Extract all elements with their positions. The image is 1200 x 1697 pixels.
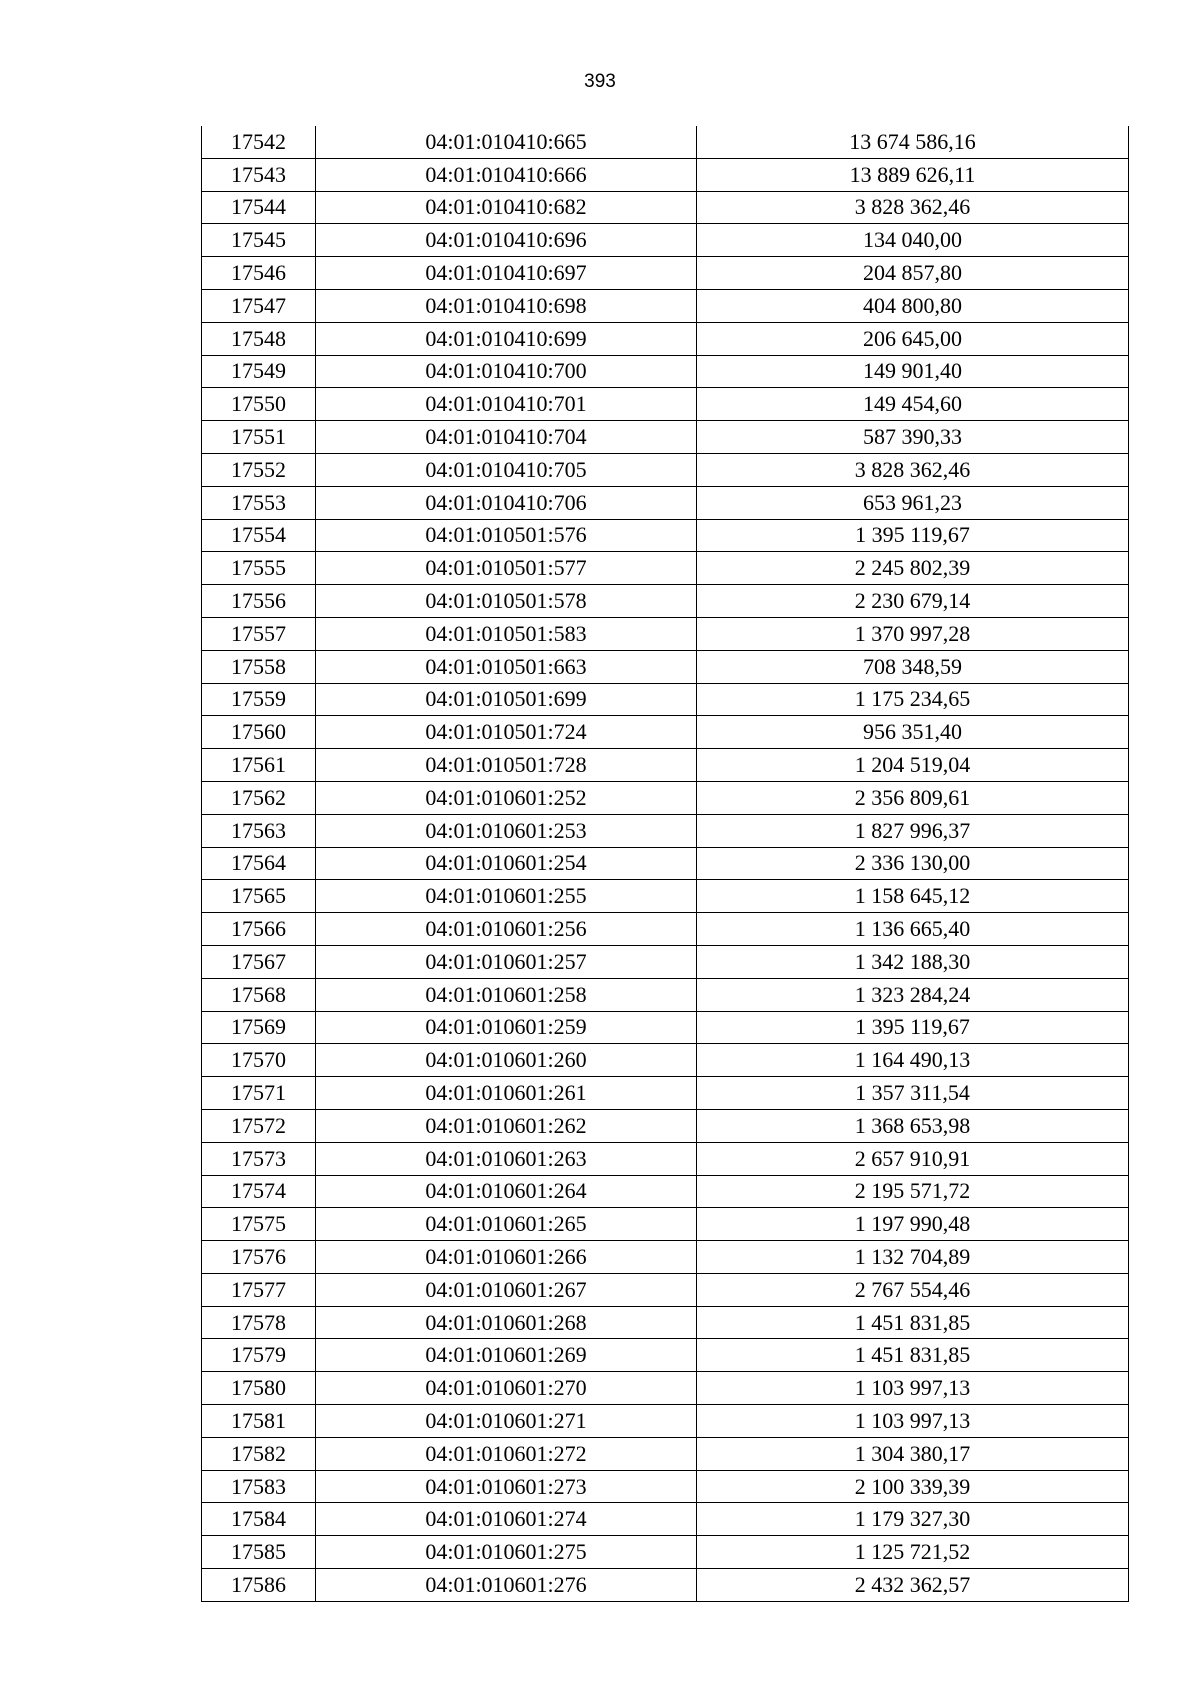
cadastral-number-cell: 04:01:010501:724	[316, 716, 697, 749]
row-number-cell: 17572	[202, 1109, 316, 1142]
value-cell: 1 164 490,13	[697, 1044, 1129, 1077]
value-cell: 956 351,40	[697, 716, 1129, 749]
cadastral-number-cell: 04:01:010601:263	[316, 1142, 697, 1175]
row-number-cell: 17556	[202, 585, 316, 618]
row-number-cell: 17582	[202, 1437, 316, 1470]
row-number-cell: 17555	[202, 552, 316, 585]
cadastral-table-container	[201, 126, 1128, 1602]
table-row	[202, 749, 1129, 782]
table-row	[202, 847, 1129, 880]
table-row	[202, 552, 1129, 585]
row-number-cell: 17581	[202, 1405, 316, 1438]
row-number-cell: 17564	[202, 847, 316, 880]
cadastral-number-cell: 04:01:010601:265	[316, 1208, 697, 1241]
value-cell: 206 645,00	[697, 322, 1129, 355]
value-cell: 1 136 665,40	[697, 913, 1129, 946]
row-number-cell: 17544	[202, 191, 316, 224]
table-row	[202, 1306, 1129, 1339]
table-row	[202, 453, 1129, 486]
row-number-cell: 17567	[202, 945, 316, 978]
value-cell: 2 767 554,46	[697, 1273, 1129, 1306]
row-number-cell: 17546	[202, 257, 316, 290]
cadastral-number-cell: 04:01:010501:728	[316, 749, 697, 782]
cadastral-number-cell: 04:01:010410:682	[316, 191, 697, 224]
row-number-cell: 17559	[202, 683, 316, 716]
value-cell: 2 657 910,91	[697, 1142, 1129, 1175]
value-cell: 149 454,60	[697, 388, 1129, 421]
table-row	[202, 1109, 1129, 1142]
cadastral-number-cell: 04:01:010601:261	[316, 1077, 697, 1110]
row-number-cell: 17549	[202, 355, 316, 388]
row-number-cell: 17570	[202, 1044, 316, 1077]
cadastral-number-cell: 04:01:010501:576	[316, 519, 697, 552]
cadastral-number-cell: 04:01:010601:271	[316, 1405, 697, 1438]
table-row	[202, 1077, 1129, 1110]
value-cell: 1 197 990,48	[697, 1208, 1129, 1241]
row-number-cell: 17566	[202, 913, 316, 946]
cadastral-number-cell: 04:01:010601:272	[316, 1437, 697, 1470]
table-row	[202, 617, 1129, 650]
cadastral-number-cell: 04:01:010410:700	[316, 355, 697, 388]
value-cell: 2 432 362,57	[697, 1569, 1129, 1602]
value-cell: 1 103 997,13	[697, 1372, 1129, 1405]
value-cell: 1 357 311,54	[697, 1077, 1129, 1110]
cadastral-number-cell: 04:01:010501:578	[316, 585, 697, 618]
cadastral-number-cell: 04:01:010601:267	[316, 1273, 697, 1306]
cadastral-number-cell: 04:01:010601:275	[316, 1536, 697, 1569]
table-row	[202, 978, 1129, 1011]
table-row	[202, 1339, 1129, 1372]
row-number-cell: 17545	[202, 224, 316, 257]
table-row	[202, 126, 1129, 158]
cadastral-number-cell: 04:01:010410:698	[316, 289, 697, 322]
table-row	[202, 1273, 1129, 1306]
value-cell: 1 132 704,89	[697, 1241, 1129, 1274]
row-number-cell: 17584	[202, 1503, 316, 1536]
value-cell: 1 451 831,85	[697, 1306, 1129, 1339]
value-cell: 404 800,80	[697, 289, 1129, 322]
row-number-cell: 17563	[202, 814, 316, 847]
value-cell: 2 245 802,39	[697, 552, 1129, 585]
value-cell: 3 828 362,46	[697, 191, 1129, 224]
cadastral-number-cell: 04:01:010501:583	[316, 617, 697, 650]
table-row	[202, 1011, 1129, 1044]
value-cell: 1 368 653,98	[697, 1109, 1129, 1142]
cadastral-number-cell: 04:01:010501:663	[316, 650, 697, 683]
cadastral-number-cell: 04:01:010410:704	[316, 421, 697, 454]
cadastral-number-cell: 04:01:010410:665	[316, 126, 697, 158]
value-cell: 1 827 996,37	[697, 814, 1129, 847]
cadastral-number-cell: 04:01:010601:273	[316, 1470, 697, 1503]
cadastral-number-cell: 04:01:010601:269	[316, 1339, 697, 1372]
row-number-cell: 17586	[202, 1569, 316, 1602]
value-cell: 2 100 339,39	[697, 1470, 1129, 1503]
row-number-cell: 17557	[202, 617, 316, 650]
cadastral-number-cell: 04:01:010601:262	[316, 1109, 697, 1142]
cadastral-number-cell: 04:01:010601:276	[316, 1569, 697, 1602]
table-row	[202, 880, 1129, 913]
cadastral-number-cell: 04:01:010501:699	[316, 683, 697, 716]
table-row	[202, 1241, 1129, 1274]
row-number-cell: 17542	[202, 126, 316, 158]
value-cell: 1 158 645,12	[697, 880, 1129, 913]
table-row	[202, 1372, 1129, 1405]
cadastral-number-cell: 04:01:010410:699	[316, 322, 697, 355]
value-cell: 1 451 831,85	[697, 1339, 1129, 1372]
row-number-cell: 17577	[202, 1273, 316, 1306]
table-row	[202, 1405, 1129, 1438]
cadastral-number-cell: 04:01:010601:260	[316, 1044, 697, 1077]
table-row	[202, 781, 1129, 814]
value-cell: 1 323 284,24	[697, 978, 1129, 1011]
value-cell: 708 348,59	[697, 650, 1129, 683]
cadastral-number-cell: 04:01:010410:705	[316, 453, 697, 486]
row-number-cell: 17578	[202, 1306, 316, 1339]
row-number-cell: 17543	[202, 158, 316, 191]
table-row	[202, 355, 1129, 388]
table-row	[202, 1044, 1129, 1077]
row-number-cell: 17562	[202, 781, 316, 814]
row-number-cell: 17576	[202, 1241, 316, 1274]
cadastral-number-cell: 04:01:010410:666	[316, 158, 697, 191]
table-row	[202, 1536, 1129, 1569]
table-row	[202, 486, 1129, 519]
table-row	[202, 913, 1129, 946]
cadastral-number-cell: 04:01:010601:256	[316, 913, 697, 946]
table-row	[202, 224, 1129, 257]
value-cell: 1 175 234,65	[697, 683, 1129, 716]
cadastral-number-cell: 04:01:010601:254	[316, 847, 697, 880]
table-row	[202, 1175, 1129, 1208]
row-number-cell: 17568	[202, 978, 316, 1011]
cadastral-number-cell: 04:01:010601:274	[316, 1503, 697, 1536]
cadastral-number-cell: 04:01:010601:257	[316, 945, 697, 978]
value-cell: 149 901,40	[697, 355, 1129, 388]
table-row	[202, 585, 1129, 618]
row-number-cell: 17560	[202, 716, 316, 749]
value-cell: 1 304 380,17	[697, 1437, 1129, 1470]
row-number-cell: 17553	[202, 486, 316, 519]
table-row	[202, 421, 1129, 454]
cadastral-number-cell: 04:01:010410:697	[316, 257, 697, 290]
cadastral-number-cell: 04:01:010601:259	[316, 1011, 697, 1044]
value-cell: 2 356 809,61	[697, 781, 1129, 814]
table-row	[202, 1142, 1129, 1175]
row-number-cell: 17573	[202, 1142, 316, 1175]
table-row	[202, 716, 1129, 749]
table-row	[202, 1470, 1129, 1503]
value-cell: 204 857,80	[697, 257, 1129, 290]
cadastral-number-cell: 04:01:010601:253	[316, 814, 697, 847]
table-row	[202, 1208, 1129, 1241]
value-cell: 1 103 997,13	[697, 1405, 1129, 1438]
cadastral-number-cell: 04:01:010601:252	[316, 781, 697, 814]
cadastral-number-cell: 04:01:010601:255	[316, 880, 697, 913]
cadastral-table	[201, 126, 1129, 1602]
table-row	[202, 191, 1129, 224]
row-number-cell: 17574	[202, 1175, 316, 1208]
table-row	[202, 945, 1129, 978]
row-number-cell: 17547	[202, 289, 316, 322]
row-number-cell: 17575	[202, 1208, 316, 1241]
value-cell: 1 395 119,67	[697, 519, 1129, 552]
value-cell: 1 179 327,30	[697, 1503, 1129, 1536]
value-cell: 1 125 721,52	[697, 1536, 1129, 1569]
value-cell: 13 674 586,16	[697, 126, 1129, 158]
row-number-cell: 17565	[202, 880, 316, 913]
table-row	[202, 158, 1129, 191]
value-cell: 1 204 519,04	[697, 749, 1129, 782]
row-number-cell: 17571	[202, 1077, 316, 1110]
value-cell: 2 336 130,00	[697, 847, 1129, 880]
value-cell: 653 961,23	[697, 486, 1129, 519]
row-number-cell: 17554	[202, 519, 316, 552]
value-cell: 2 195 571,72	[697, 1175, 1129, 1208]
table-row	[202, 322, 1129, 355]
cadastral-number-cell: 04:01:010601:266	[316, 1241, 697, 1274]
row-number-cell: 17569	[202, 1011, 316, 1044]
row-number-cell: 17561	[202, 749, 316, 782]
table-row	[202, 683, 1129, 716]
value-cell: 3 828 362,46	[697, 453, 1129, 486]
table-body	[202, 126, 1129, 1601]
cadastral-number-cell: 04:01:010410:701	[316, 388, 697, 421]
row-number-cell: 17558	[202, 650, 316, 683]
table-row	[202, 1503, 1129, 1536]
row-number-cell: 17583	[202, 1470, 316, 1503]
cadastral-number-cell: 04:01:010601:268	[316, 1306, 697, 1339]
table-row	[202, 519, 1129, 552]
row-number-cell: 17585	[202, 1536, 316, 1569]
row-number-cell: 17552	[202, 453, 316, 486]
cadastral-number-cell: 04:01:010601:264	[316, 1175, 697, 1208]
row-number-cell: 17550	[202, 388, 316, 421]
row-number-cell: 17548	[202, 322, 316, 355]
table-row	[202, 814, 1129, 847]
table-row	[202, 1437, 1129, 1470]
cadastral-number-cell: 04:01:010601:258	[316, 978, 697, 1011]
cadastral-number-cell: 04:01:010410:706	[316, 486, 697, 519]
cadastral-number-cell: 04:01:010501:577	[316, 552, 697, 585]
row-number-cell: 17580	[202, 1372, 316, 1405]
value-cell: 13 889 626,11	[697, 158, 1129, 191]
value-cell: 134 040,00	[697, 224, 1129, 257]
value-cell: 587 390,33	[697, 421, 1129, 454]
page-number: 393	[584, 71, 616, 92]
cadastral-number-cell: 04:01:010601:270	[316, 1372, 697, 1405]
table-row	[202, 388, 1129, 421]
table-row	[202, 1569, 1129, 1602]
value-cell: 1 395 119,67	[697, 1011, 1129, 1044]
table-row	[202, 257, 1129, 290]
row-number-cell: 17551	[202, 421, 316, 454]
value-cell: 1 342 188,30	[697, 945, 1129, 978]
value-cell: 2 230 679,14	[697, 585, 1129, 618]
table-row	[202, 650, 1129, 683]
value-cell: 1 370 997,28	[697, 617, 1129, 650]
row-number-cell: 17579	[202, 1339, 316, 1372]
cadastral-number-cell: 04:01:010410:696	[316, 224, 697, 257]
table-row	[202, 289, 1129, 322]
